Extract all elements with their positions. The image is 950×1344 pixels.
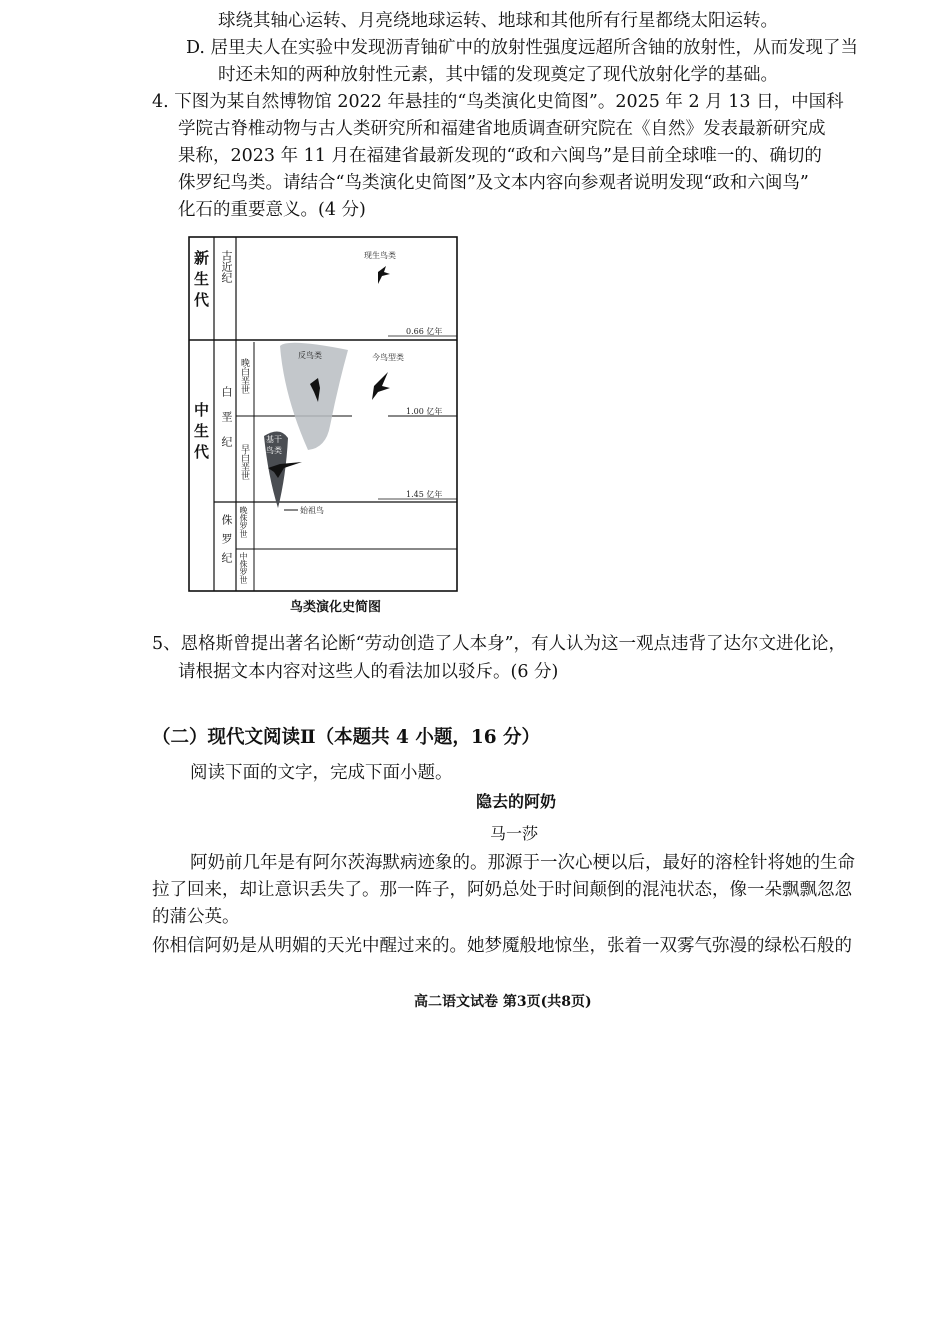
option-d-line-1: D. 居里夫人在实验中发现沥青铀矿中的放射性强度远超所含铀的放射性，从而发现了当 [186, 38, 859, 58]
question-4-line-4: 侏罗纪鸟类。请结合“鸟类演化史简图”及文本内容向参观者说明发现“政和六闽鸟” [178, 173, 809, 193]
page-footer: 高二语文试卷 第3页(共8页) [414, 994, 592, 1010]
section-2-heading: （二）现代文阅读Ⅱ（本题共 4 小题，16 分） [152, 727, 541, 748]
bird-evolution-diagram [188, 236, 460, 594]
sub-middle-jurassic: 中侏罗世 [239, 552, 248, 584]
time-marker-1-00: 1.00 亿年 [406, 407, 443, 416]
question-4-line-3: 果称，2023 年 11 月在福建省最新发现的“政和六闽鸟”是目前全球唯一的、确切的 [178, 146, 822, 166]
period-cretaceous: 白垩纪 [220, 386, 233, 461]
question-4-line-5: 化石的重要意义。(4 分) [178, 200, 366, 220]
article-author: 马一莎 [490, 824, 539, 843]
option-d-line-2: 时还未知的两种放射性元素，其中镭的发现奠定了现代放射化学的基础。 [218, 65, 778, 85]
question-5-line-1: 5、恩格斯曾提出著名论断“劳动创造了人本身”，有人认为这一观点违背了达尔文进化论， [152, 634, 847, 654]
question-4-line-2: 学院古脊椎动物与古人类研究所和福建省地质调查研究院在《自然》发表最新研究成 [178, 119, 826, 139]
time-marker-0-66: 0.66 亿年 [406, 327, 443, 336]
question-5-line-2: 请根据文本内容对这些人的看法加以驳斥。(6 分) [178, 662, 559, 682]
sub-early-cretaceous: 早白垩世 [239, 444, 249, 480]
sub-late-jurassic: 晚侏罗世 [239, 506, 248, 538]
label-basal-birds: 基干鸟类 [266, 435, 282, 455]
paragraph-1-line-3: 的蒲公英。 [152, 907, 240, 927]
label-enantiornithes: 反鸟类 [298, 351, 322, 360]
label-ornithuromorpha: 今鸟型类 [372, 353, 404, 362]
section-2-instruction: 阅读下面的文字，完成下面小题。 [190, 763, 453, 783]
time-marker-1-45: 1.45 亿年 [406, 490, 443, 499]
period-jurassic: 侏罗纪 [220, 514, 233, 571]
paragraph-1-line-1: 阿奶前几年是有阿尔茨海默病迹象的。那源于一次心梗以后，最好的溶栓针将她的生命 [190, 853, 855, 873]
era-cenozoic: 新生代 [192, 250, 210, 313]
diagram-caption: 鸟类演化史简图 [290, 600, 382, 615]
paragraph-2-line-1: 你相信阿奶是从明媚的天光中醒过来的。她梦魇般地惊坐，张着一双雾气弥漫的绿松石般的 [152, 936, 852, 956]
article-title: 隐去的阿奶 [476, 792, 557, 811]
sub-late-cretaceous: 晚白垩世 [239, 358, 249, 394]
era-mesozoic: 中生代 [192, 402, 210, 465]
question-4-line-1: 4. 下图为某自然博物馆 2022 年悬挂的“鸟类演化史简图”。2025 年 2 月 13 日，中国科 [152, 92, 844, 112]
label-archaeopteryx: 始祖鸟 [300, 506, 324, 515]
period-paleogene: 古近纪 [220, 250, 233, 283]
paragraph-1-line-2: 拉了回来，却让意识丢失了。那一阵子，阿奶总处于时间颠倒的混沌状态，像一朵飘飘忽忽 [152, 880, 852, 900]
option-c-continuation: 球绕其轴心运转、月亮绕地球运转、地球和其他所有行星都绕太阳运转。 [218, 11, 778, 31]
label-modern-birds: 现生鸟类 [364, 251, 396, 260]
